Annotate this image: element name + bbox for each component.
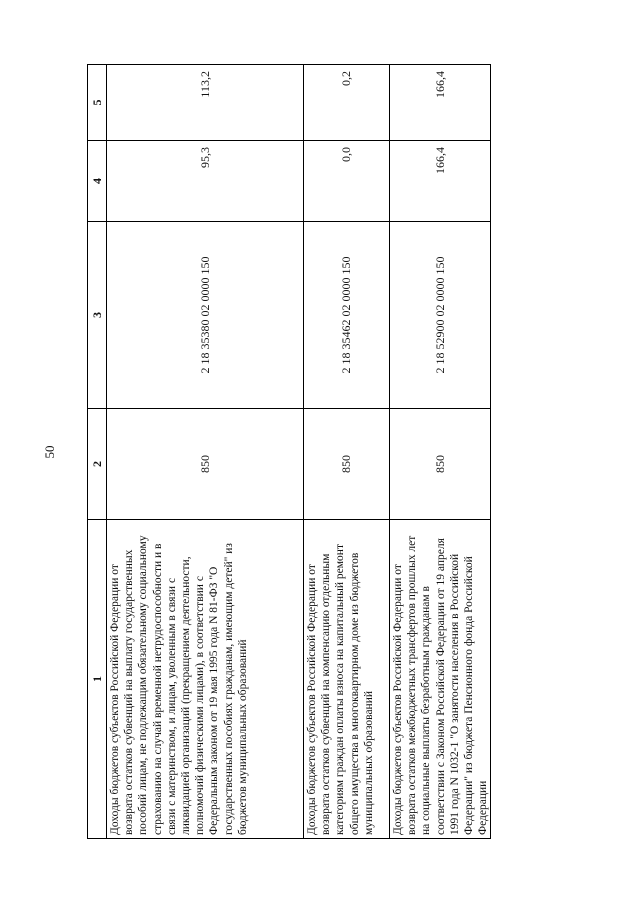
page-number: 50 [42,445,57,459]
budget-classification-code: 2 18 52900 02 0000 150 [390,222,491,409]
value-col-4: 166,4 [390,141,491,222]
table-row [304,65,390,839]
table-header-row [88,65,107,839]
rotated-table-area [87,65,490,839]
budget-classification-code: 2 18 35380 02 0000 150 [107,222,304,409]
header-col-1: 1 [88,520,107,839]
budget-table-wrapper [87,65,490,839]
admin-code: 850 [390,409,491,520]
table-row [390,65,491,839]
header-col-5: 5 [88,65,107,141]
revenue-description: Доходы бюджетов субъектов Российской Федерации от возврата остатков межбюджетных трансфертов прошлых лет на социальные выплаты безработным гражданам в соответствии с Законом Российской Федерации от 19 апреля 1991 года N 1032-1 "О занятости населения в Российской Федерации" из бюджета Пенсионного фонда Российской Федерации [390,520,491,839]
header-col-3: 3 [88,222,107,409]
value-col-5: 113,2 [107,65,304,141]
header-col-2: 2 [88,409,107,520]
admin-code: 850 [107,409,304,520]
value-col-4: 95,3 [107,141,304,222]
value-col-5: 166,4 [390,65,491,141]
revenue-description: Доходы бюджетов субъектов Российской Федерации от возврата остатков субвенций на выплату государственных пособий лицам, не подлежащим обязательному социальному страхованию на случай временной нетрудоспособности и в связи с материнством, и лицам, уволенным в связи с ликвидацией организаций (прекращением деятельности, полномочий физическими лицами), в соответствии с Федеральным законом от 19 мая 1995 года N 81-ФЗ "О государственных пособиях гражданам, имеющим детей" из бюджетов муниципальных образований [107,520,304,839]
revenue-description: Доходы бюджетов субъектов Российской Федерации от возврата остатков субвенций на компенсацию отдельным категориям граждан оплаты взноса на капитальный ремонт общего имущества в многоквартирном доме из бюджетов муниципальных образований [304,520,390,839]
budget-classification-code: 2 18 35462 02 0000 150 [304,222,390,409]
value-col-4: 0,0 [304,141,390,222]
value-col-5: 0,2 [304,65,390,141]
table-row [107,65,304,839]
budget-revenue-table [87,64,491,839]
admin-code: 850 [304,409,390,520]
header-col-4: 4 [88,141,107,222]
